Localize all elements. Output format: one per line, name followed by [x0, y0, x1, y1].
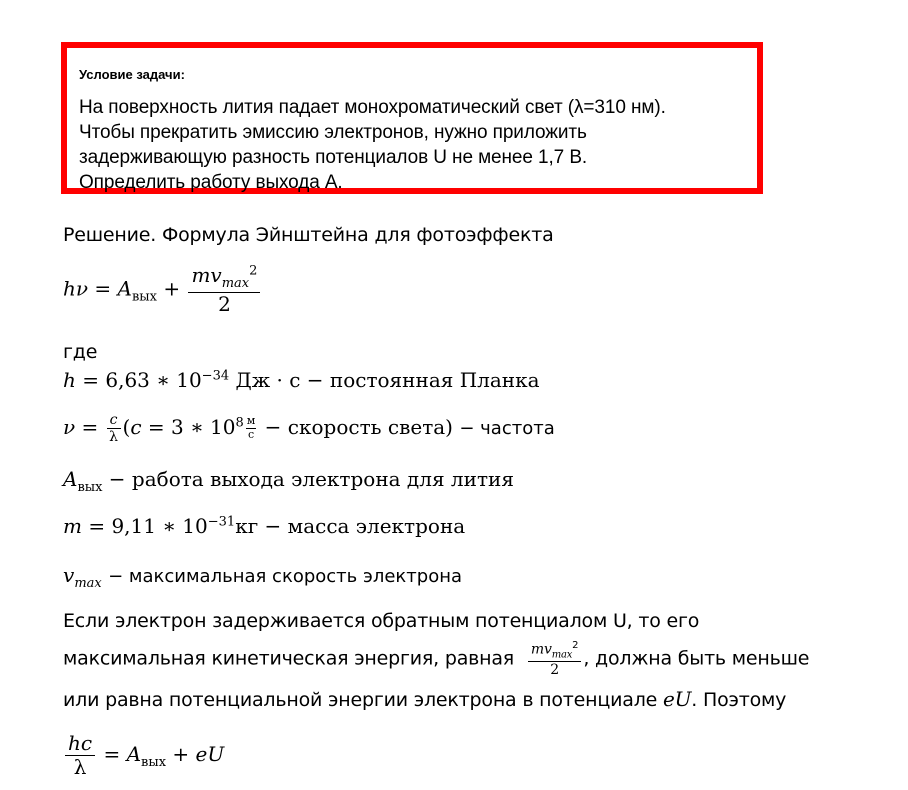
problem-line-3: задерживающую разность потенциалов U не менее 1,7 В. — [79, 147, 588, 168]
work-function-description: − работа выхода электрона для лития — [102, 467, 514, 491]
electron-mass-definition: m = 9,11 ∗ $10^{-31}кг$ − масса электрона — [63, 514, 466, 538]
paragraph-line-2-start: максимальная кинетическая энергия, равная — [63, 647, 515, 670]
mass-value: 9,11 ∗ 10 — [111, 514, 208, 538]
vmax-description: − максимальная скорость электрона — [108, 566, 463, 587]
problem-line-1: На поверхность лития падает монохроматический свет (λ=310 нм). — [79, 97, 666, 118]
planck-value: 6,63 ∗ 10 — [105, 368, 202, 392]
paragraph-line-2 — [63, 640, 809, 678]
mass-description: кг − масса электрона — [235, 514, 466, 538]
paragraph-line-3-start: или равна потенциальной энергии электрона в потенциале — [63, 689, 663, 711]
problem-statement-box — [61, 42, 763, 194]
where-label: где — [63, 341, 98, 363]
hc-over-lambda-fraction: $\frac{hc}{\lambda}$ — [65, 732, 95, 779]
frequency-definition: ν = $\frac{c}{\lambda}$ (c = 3 ∗ $10^8$ $\frac{м}{с}$ − скорость света) − частота — [63, 412, 555, 446]
speed-of-light-description: − скорость света) — [258, 415, 460, 440]
inline-kinetic-fraction: $\frac{mv_{max}^2}{2}$ — [528, 640, 581, 678]
vmax-definition: $v_{max}$ − максимальная скорость электрона — [63, 563, 463, 591]
problem-line-4: Определить работу выхода А. — [79, 172, 343, 193]
final-equation: $\frac{hc}{\lambda}$ = $A_{вых}$ + eU — [63, 732, 224, 779]
planck-definition: h = 6,63 ∗ $10^{-34}$ Дж · с − постоянная Планка — [63, 368, 540, 392]
paragraph-line-2-end: , должна быть меньше — [583, 647, 810, 670]
mass-exponent: −31 — [207, 514, 236, 530]
work-function-definition: $A_{вых}$ − работа выхода электрона для лития — [63, 467, 514, 495]
einstein-equation: $h\nu = A_{вых}$ + $\frac{mv_{max}^2}{2}$ — [63, 264, 262, 316]
planck-description: Дж · с − постоянная Планка — [235, 368, 540, 392]
paragraph-line-1: Если электрон задерживается обратным потенциалом U, то его — [63, 610, 700, 632]
units-m-per-s: $\frac{м}{с}$ — [246, 414, 256, 442]
problem-heading: Условие задачи: — [79, 67, 185, 82]
paragraph-line-3-end: . Поэтому — [691, 689, 787, 711]
kinetic-energy-fraction: $\frac{mv_{max}^2}{2}$ — [188, 264, 260, 316]
paragraph-line-3: или равна потенциальной энергии электрона в потенциале eU. Поэтому — [63, 687, 787, 711]
c-over-lambda-fraction: $\frac{c}{\lambda}$ — [107, 412, 121, 445]
solution-intro: Решение. Формула Эйнштейна для фотоэффекта — [63, 224, 554, 246]
problem-line-2: Чтобы прекратить эмиссию электронов, нужно приложить — [79, 122, 587, 143]
frequency-description: − частота — [459, 418, 555, 440]
planck-exponent: −34 — [201, 368, 230, 384]
